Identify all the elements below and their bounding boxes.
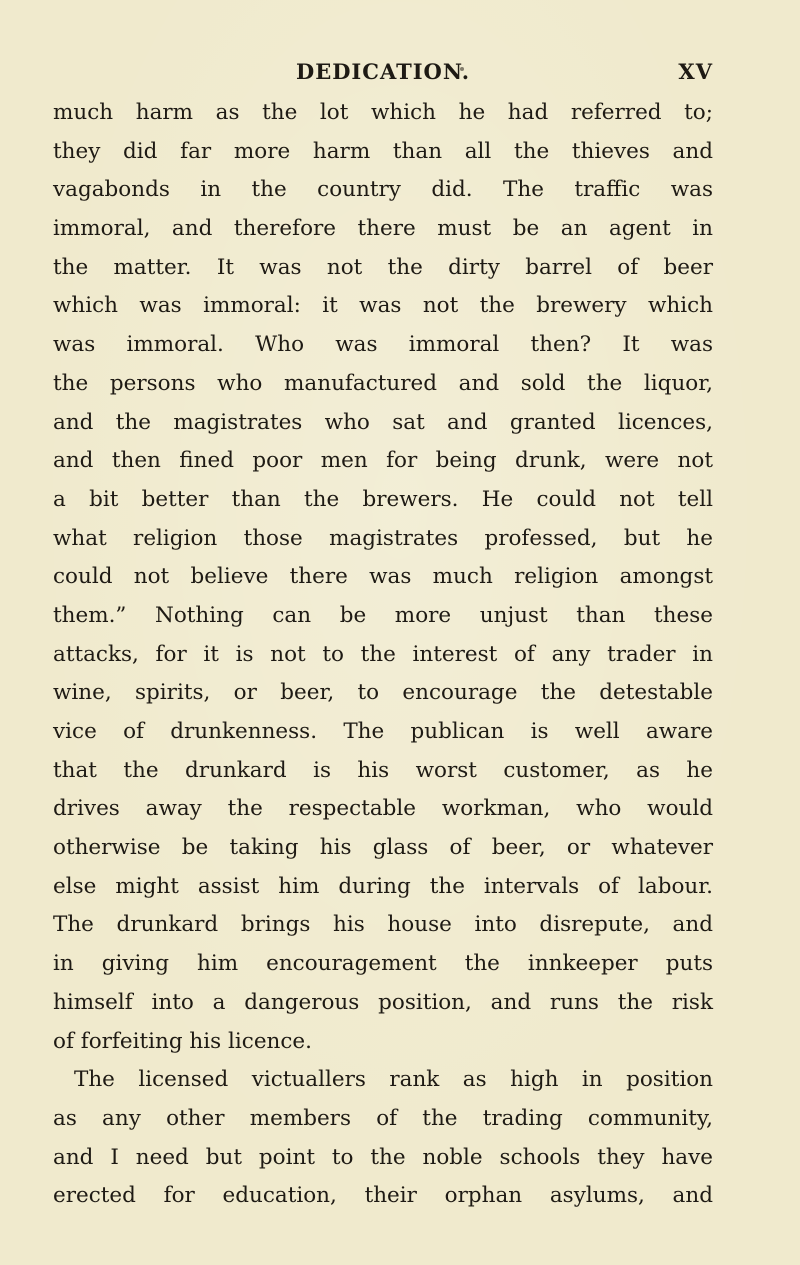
page-number: XV [678, 59, 713, 84]
text-line: a bit better than the brewers. He could not tell [53, 486, 713, 512]
text-line: could not believe there was much religion amongst [53, 564, 713, 590]
text-line: immoral, and therefore there must be an agent in [53, 216, 713, 242]
text-line: much harm as the lot which he had referred to; [53, 100, 713, 125]
text-line: them.” Nothing can be more unjust than these [53, 602, 713, 628]
text-line: otherwise be taking his glass of beer, or whatever [53, 835, 713, 861]
text-line: himself into a dangerous position, and runs the risk [53, 989, 713, 1015]
page-header [53, 55, 713, 89]
text-line: they did far more harm than all the thieves and [53, 138, 713, 164]
text-line: the persons who manufactured and sold the liquor, [53, 370, 713, 396]
text-line: the matter. It was not the dirty barrel of beer [53, 254, 713, 280]
text-line: erected for education, their orphan asylums, and [53, 1183, 713, 1209]
text-line: else might assist him during the intervals of labour. [53, 873, 713, 899]
text-line: which was immoral: it was not the brewery which [53, 293, 713, 319]
text-line: attacks, for it is not to the interest of any trader in [53, 641, 713, 667]
text-line: wine, spirits, or beer, to encourage the detestable [53, 680, 713, 706]
text-line: of forfeiting his licence. [53, 1028, 312, 1054]
text-line: The drunkard brings his house into disrepute, and [53, 912, 713, 938]
text-line: vice of drunkenness. The publican is well aware [53, 719, 713, 744]
text-line: as any other members of the trading community, [53, 1105, 713, 1131]
text-line: drives away the respectable workman, who would [53, 796, 713, 822]
body-text [53, 94, 713, 1216]
paragraph-start-line: The licensed victuallers rank as high in position [74, 1067, 713, 1093]
text-line: and the magistrates who sat and granted licences, [53, 409, 713, 435]
text-line: was immoral. Who was immoral then? It was [53, 332, 713, 358]
running-head: DEDICATION. [295, 59, 471, 84]
text-line: and I need but point to the noble schools they have [53, 1144, 713, 1170]
text-line: vagabonds in the country did. The traffic was [53, 177, 713, 203]
text-line: what religion those magistrates professed, but he [53, 525, 713, 551]
text-line: that the drunkard is his worst customer, as he [53, 757, 713, 783]
text-line: in giving him encouragement the innkeeper puts [53, 951, 713, 977]
text-line: and then fined poor men for being drunk, were not [53, 448, 713, 474]
